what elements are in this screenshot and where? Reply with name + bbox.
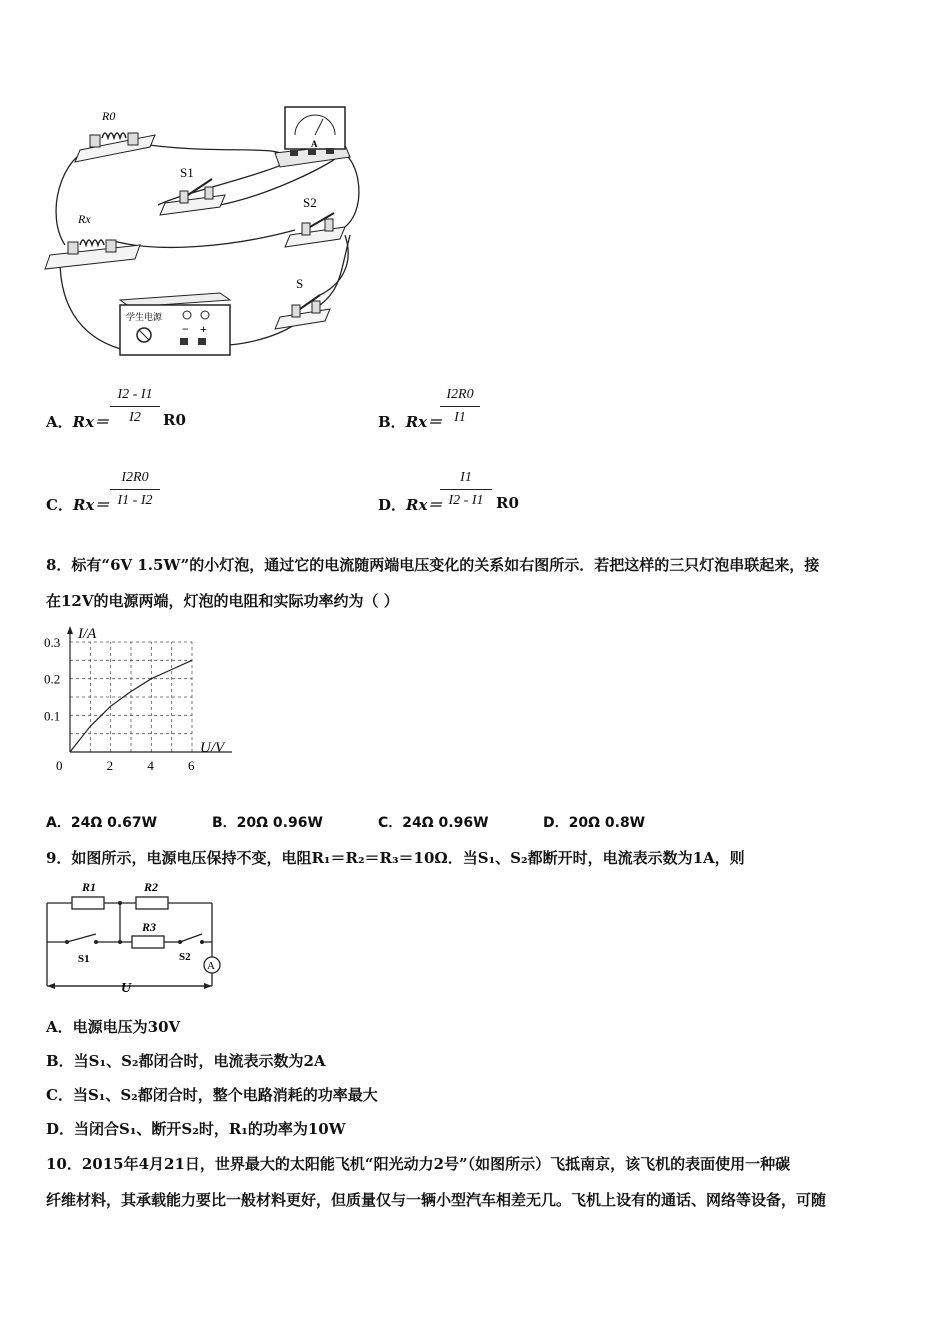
x-tick-label: 2 bbox=[106, 758, 114, 773]
q7-circuit-figure bbox=[40, 95, 370, 370]
q7-option-a: A．Rx＝ bbox=[46, 413, 110, 431]
y-axis-arrow bbox=[67, 626, 73, 634]
q7-option-d: D．Rx＝ bbox=[378, 496, 443, 514]
r1-label: R1 bbox=[82, 880, 97, 894]
r0-resistor-board bbox=[75, 109, 155, 162]
q10-stem-line2: 纤维材料，其承载能力要比一般材料更好，但质量仅与一辆小型汽车相差无几。飞机上设有的通话、网络等设备，可随 bbox=[46, 1191, 827, 1209]
q7-option-a-suffix: R0 bbox=[163, 411, 186, 429]
q9-stem: 9．如图所示，电源电压保持不变，电阻R₁＝R₂＝R₃＝10Ω．当S₁、S₂都断开时，电流表示数为1A，则 bbox=[46, 849, 745, 867]
q8-stem-line1: 8．标有“6V 1.5W”的小灯泡，通过它的电流随两端电压变化的关系如右图所示．若把这样的三只灯泡串联起来，接 bbox=[46, 556, 820, 574]
rx-resistor-board bbox=[45, 212, 140, 269]
r3-label: R3 bbox=[142, 920, 157, 934]
x-tick-label: 6 bbox=[188, 758, 195, 773]
switch-s bbox=[275, 276, 330, 329]
minus-label: − bbox=[182, 322, 189, 336]
r0-label: R0 bbox=[102, 109, 116, 123]
ammeter-device bbox=[275, 107, 350, 167]
s-label: S bbox=[296, 276, 304, 291]
r2-resistor bbox=[136, 897, 168, 909]
x-axis-label: U/V bbox=[200, 740, 225, 756]
r2-label: R2 bbox=[144, 880, 159, 894]
q7-option-d-suffix: R0 bbox=[496, 494, 519, 512]
q9-option-c: C．当S₁、S₂都闭合时，整个电路消耗的功率最大 bbox=[46, 1086, 378, 1104]
y-tick-label: 0.1 bbox=[44, 708, 61, 724]
s2-label: S2 bbox=[179, 951, 191, 963]
q7-option-d-fraction: I1 I2 - I1 bbox=[440, 469, 492, 510]
y-axis-label: I/A bbox=[78, 626, 97, 642]
q9-circuit-diagram bbox=[42, 876, 232, 996]
switch-s1 bbox=[160, 165, 225, 215]
plus-label: + bbox=[200, 322, 207, 336]
q7-option-b: B．Rx＝ bbox=[378, 413, 443, 431]
q8-iu-chart bbox=[42, 622, 242, 782]
q8-option-d: D．20Ω 0.8W bbox=[543, 815, 646, 831]
r1-resistor bbox=[72, 897, 104, 909]
x-tick-label: 0 bbox=[56, 758, 63, 773]
ammeter-label: A bbox=[311, 139, 318, 149]
q10-stem-line1: 10．2015年4月21日，世界最大的太阳能飞机“阳光动力2号”（如图所示）飞抵南京，该飞机的表面使用一种碳 bbox=[46, 1155, 791, 1173]
q9-option-d: D．当闭合S₁、断开S₂时，R₁的功率为10W bbox=[46, 1120, 346, 1138]
u-label: U bbox=[121, 981, 132, 996]
power-supply bbox=[120, 293, 230, 355]
q7-option-c: C．Rx＝ bbox=[46, 496, 110, 514]
q9-ammeter-label: A bbox=[207, 960, 215, 972]
q9-option-a: A．电源电压为30V bbox=[46, 1018, 181, 1036]
q8-option-b: B．20Ω 0.96W bbox=[212, 815, 323, 831]
q8-stem-line2: 在12V的电源两端，灯泡的电阻和实际功率约为（ ） bbox=[46, 592, 399, 610]
power-label: 学生电源 bbox=[126, 312, 163, 322]
q7-option-b-fraction: I2R0 I1 bbox=[440, 386, 480, 427]
x-tick-label: 4 bbox=[147, 758, 154, 773]
s1-label: S1 bbox=[180, 165, 194, 180]
y-tick-label: 0.2 bbox=[44, 671, 61, 687]
q8-option-c: C．24Ω 0.96W bbox=[378, 815, 489, 831]
switch-s2 bbox=[285, 195, 345, 247]
y-tick-label: 0.3 bbox=[44, 635, 61, 650]
r3-resistor bbox=[132, 936, 164, 948]
q7-option-c-fraction: I2R0 I1 - I2 bbox=[110, 469, 160, 510]
q9-option-b: B．当S₁、S₂都闭合时，电流表示数为2A bbox=[46, 1052, 326, 1070]
q8-option-a: A．24Ω 0.67W bbox=[46, 815, 158, 831]
s2-label: S2 bbox=[303, 195, 317, 210]
rx-label: Rx bbox=[78, 212, 91, 226]
q7-option-a-fraction: I2 - I1 I2 bbox=[110, 386, 160, 427]
s1-label: S1 bbox=[78, 953, 90, 965]
